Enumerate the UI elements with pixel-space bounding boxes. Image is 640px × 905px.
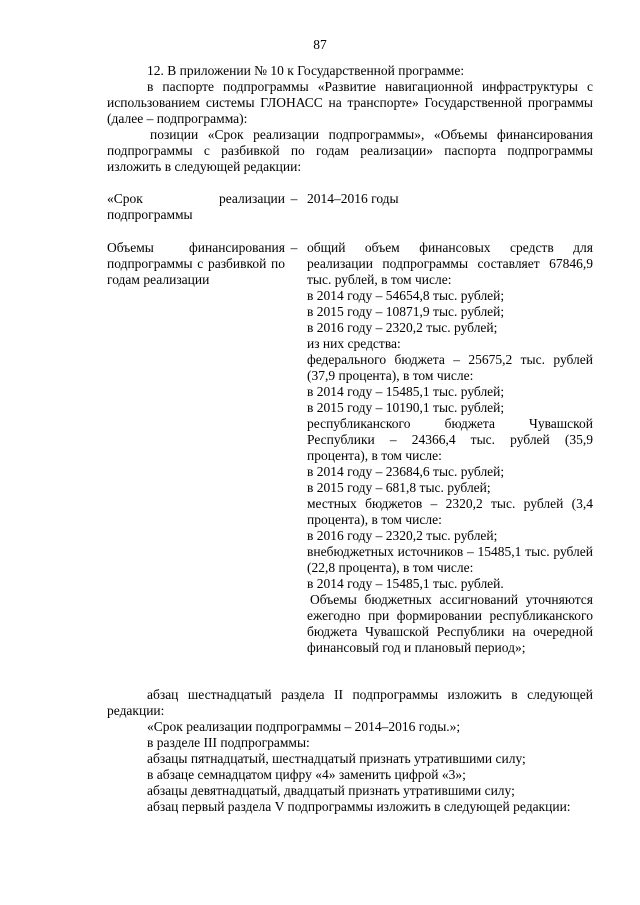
funding-label: Объемы финансирования подпрограммы с разбивкой по годам реализации [107, 240, 285, 287]
funding-note: Объемы бюджетных ассигнований уточняются ежегодно при формировании республиканского бюджета Чувашской Республики на очередной финансовый год и плановый период»; [307, 592, 593, 655]
funding-line: местных бюджетов – 2320,2 тыс. рублей (3,4 процента), в том числе: [307, 496, 593, 527]
tail-paragraph-6: абзацы девятнадцатый, двадцатый признать утратившими силу; [147, 783, 515, 798]
intro-paragraph-3: позиции «Срок реализации подпрограммы», «Объемы финансирования подпрограммы с разбивкой по годам реализации» паспорта подпрограммы изложить в следующей редакции: [107, 127, 593, 174]
funding-line: в 2014 году – 15485,1 тыс. рублей. [307, 576, 504, 591]
funding-line: в 2015 году – 10871,9 тыс. рублей; [307, 304, 505, 319]
tail-paragraph-2: «Срок реализации подпрограммы – 2014–2016 годы.»; [147, 719, 461, 734]
tail-paragraph-1: абзац шестнадцатый раздела II подпрограммы изложить в следующей редакции: [107, 687, 593, 718]
tail-paragraph-7: абзац первый раздела V подпрограммы изложить в следующей редакции: [147, 799, 571, 814]
term-dash: – [290, 191, 298, 206]
term-label: «Срок реализации подпрограммы [107, 191, 285, 222]
funding-line: в 2015 году – 681,8 тыс. рублей; [307, 480, 491, 495]
funding-dash: – [290, 240, 298, 255]
term-value: 2014–2016 годы [307, 191, 399, 206]
intro-paragraph-2: в паспорте подпрограммы «Развитие навигационной инфраструктуры с использованием системы ГЛОНАСС на транспорте» Государственной программы (далее – подпрограмма): [107, 79, 593, 126]
funding-line: в 2014 году – 15485,1 тыс. рублей; [307, 384, 505, 399]
funding-line: в 2014 году – 23684,6 тыс. рублей; [307, 464, 505, 479]
page-number: 87 [313, 37, 327, 52]
funding-line: в 2015 году – 10190,1 тыс. рублей; [307, 400, 505, 415]
funding-line: федерального бюджета – 25675,2 тыс. рублей (37,9 процента), в том числе: [307, 352, 593, 383]
tail-paragraph-4: абзацы пятнадцатый, шестнадцатый признать утратившими силу; [147, 751, 526, 766]
tail-paragraph-5: в абзаце семнадцатом цифру «4» заменить цифрой «3»; [147, 767, 466, 782]
funding-line: республиканского бюджета Чувашской Республики – 24366,4 тыс. рублей (35,9 процента), в том числе: [307, 416, 593, 463]
intro-paragraph-1: 12. В приложении № 10 к Государственной программе: [147, 63, 465, 78]
tail-block [107, 687, 593, 815]
funding-value [307, 240, 593, 656]
intro-block [107, 63, 593, 175]
funding-line: в 2014 году – 54654,8 тыс. рублей; [307, 288, 505, 303]
funding-line: внебюджетных источников – 15485,1 тыс. рублей (22,8 процента), в том числе: [307, 544, 593, 575]
funding-line: в 2016 году – 2320,2 тыс. рублей; [307, 528, 498, 543]
funding-line: общий объем финансовых средств для реализации подпрограммы составляет 67846,9 тыс. рублей, в том числе: [307, 240, 593, 287]
funding-line: из них средства: [307, 336, 401, 351]
tail-paragraph-3: в разделе III подпрограммы: [147, 735, 310, 750]
funding-line: в 2016 году – 2320,2 тыс. рублей; [307, 320, 498, 335]
